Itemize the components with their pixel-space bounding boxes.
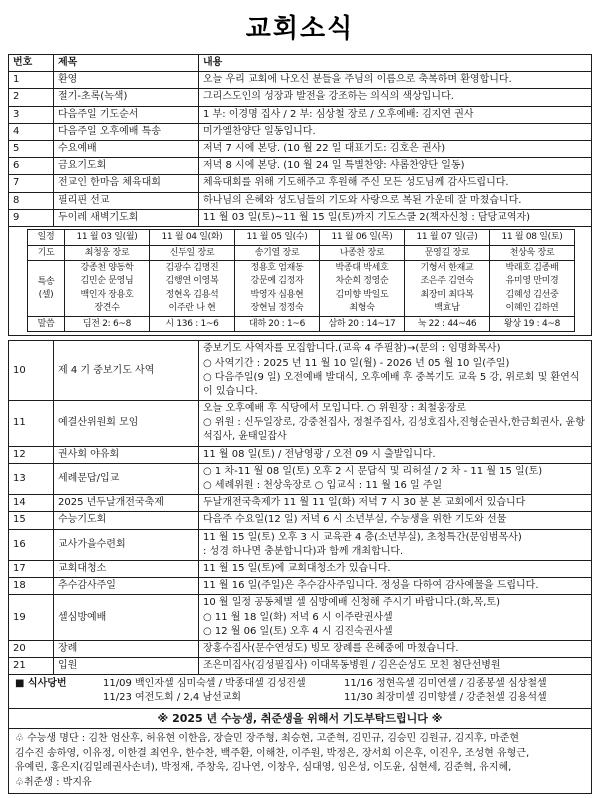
content-line: 오늘 오후예배 후 식당에서 모입니다. ○ 위원장 : 최철웅장로 <box>203 403 466 415</box>
notice-content <box>199 578 592 595</box>
notice-title: 필리핀 선교 <box>54 192 199 209</box>
notice-row <box>9 495 592 512</box>
schedule-row-label-line: 특송 <box>37 276 55 287</box>
schedule-row <box>28 316 575 332</box>
schedule-special-song <box>150 261 235 316</box>
content-line: 10 월 일정 공동체별 셀 심방예배 신청해 주시기 바랍니다.(화,목,토) <box>203 597 500 609</box>
notice-content <box>199 658 592 675</box>
notice-number: 6 <box>9 158 54 175</box>
notice-content <box>199 209 592 226</box>
notice-number: 3 <box>9 106 54 123</box>
notice-title: 예결산위원회 모임 <box>54 401 199 447</box>
notice-row <box>9 658 592 675</box>
notice-row <box>9 140 592 157</box>
content-line: 저녁 7 시에 본당. (10 월 22 일 대표기도: 김호은 권사) <box>203 142 446 154</box>
notice-content <box>199 463 592 494</box>
schedule-prayer-leader: 나종찬 장로 <box>320 245 405 261</box>
prayer-banner: ※ 2025 년 수능생, 취준생을 위해서 기도부탁드립니다 ※ <box>9 708 592 729</box>
schedule-special-song <box>405 261 490 316</box>
notice-title: 셀심방예배 <box>54 595 199 641</box>
meal-duty-label: ■ 식사당번 <box>15 678 67 690</box>
schedule-prayer-leader: 문영길 장로 <box>405 245 490 261</box>
song-line: 기형서 한재교 <box>420 263 474 274</box>
notice-number: 12 <box>9 446 54 463</box>
song-line: 김광수 김명진 <box>165 263 219 274</box>
notice-title: 전교인 한마음 체육대회 <box>54 175 199 192</box>
content-line: 하나님의 은혜와 성도님들의 기도와 사랑으로 복된 가운데 잘 마쳤습니다. <box>203 194 522 206</box>
schedule-date: 11 월 08 일(토) <box>490 229 575 245</box>
notice-content <box>199 595 592 641</box>
notice-title: 입원 <box>54 658 199 675</box>
schedule-container-cell <box>9 226 592 335</box>
notice-number: 20 <box>9 640 54 657</box>
notice-title: 다음주일 기도순서 <box>54 106 199 123</box>
meal-duty-cell <box>9 675 592 708</box>
song-line: 김행연 이영복 <box>165 276 219 287</box>
schedule-date: 11 월 07 일(금) <box>405 229 490 245</box>
notice-row <box>9 595 592 641</box>
notice-title: 제 4 기 중보기도 사역 <box>54 341 199 401</box>
notice-content <box>199 560 592 577</box>
notice-number: 19 <box>9 595 54 641</box>
notice-content <box>199 512 592 529</box>
announcements-header-row <box>9 55 592 72</box>
content-line: ○ 위원 : 신두일장로, 강중천집사, 정철주집사, 김성호집사,진형순권사,한금회권사, 윤항석집사, 윤태일잡사 <box>203 417 585 443</box>
content-line: 중보기도 사역자를 모집합니다.(교육 4 주필참)→(문의 : 임명화목사) <box>203 343 501 355</box>
notice-title: 수요예배 <box>54 140 199 157</box>
content-line: ○ 1 차-11 월 08 일(토) 오후 2 시 문답식 및 리허설 / 2 차 - 11 월 15 일(토) <box>203 465 543 477</box>
content-line: 11 월 08 일(토) / 전남영광 / 오전 09 시 출발입니다. <box>203 448 436 460</box>
notice-row <box>9 72 592 89</box>
notice-number: 11 <box>9 401 54 447</box>
notice-title: 절기-초록(녹색) <box>54 89 199 106</box>
notice-number: 14 <box>9 495 54 512</box>
meal-duty-1116: 11/16 정현옥셀 김미연셀 / 김종봉셀 심상철셀 <box>344 678 547 690</box>
notice-row <box>9 175 592 192</box>
notice-row <box>9 578 592 595</box>
notices-table <box>8 340 592 794</box>
notice-row <box>9 512 592 529</box>
song-line: 김혜성 김선중 <box>505 289 559 300</box>
content-line: 11 월 03 일(토)~11 월 15 일(토)까지 기도스쿨 2(책자신청 : 담당교역자) <box>203 211 531 223</box>
schedule-row-label-line: (셀) <box>38 289 54 300</box>
exam-list-row <box>9 729 592 794</box>
content-line: 두날개전국축제가 11 월 11 일(화) 저녁 7 시 30 분 본 교회에서 있습니다 <box>203 497 526 509</box>
song-line: 박영자 심용현 <box>250 289 304 300</box>
schedule-date: 11 월 06 일(목) <box>320 229 405 245</box>
announcements-table <box>8 54 592 336</box>
song-line: 조은주 김연숙 <box>420 276 474 287</box>
song-line: 최형숙 <box>349 302 375 313</box>
song-line: 박래호 김종배 <box>505 263 559 274</box>
col-header-content: 내용 <box>199 55 592 72</box>
content-line: 다음주 수요일(12 일) 저녁 6 시 소년부실, 수능생을 위한 기도와 선물 <box>203 514 507 526</box>
content-line: 11 월 16 일(주일)은 추수감사주입니다. 정성을 다하여 감사예물을 드립니다. <box>203 580 539 592</box>
content-line: 11 월 15 일(토) 오후 3 시 교육관 4 층(소년부실), 초청특간(문임범목사) <box>203 531 522 543</box>
content-line: 조은미집사(김성필집사) 이대목동병원 / 김은순성도 모친 첨단선병원 <box>203 660 501 672</box>
notice-row <box>9 209 592 226</box>
schedule-scripture: 대하 20 : 1~6 <box>235 316 320 332</box>
notice-content <box>199 640 592 657</box>
schedule-prayer-leader: 송기열 장로 <box>235 245 320 261</box>
notice-content <box>199 140 592 157</box>
notice-number: 17 <box>9 560 54 577</box>
content-line: ○ 다음주일(9 일) 오전예배 발대식, 오후예배 후 중복기도 교육 5 강, 위로회 및 환연식이 있습니다. <box>203 371 580 397</box>
schedule-row <box>28 245 575 261</box>
notice-content <box>199 158 592 175</box>
content-line: 저녁 8 시에 본당. (10 월 24 일 특별찬양: 샤롬찬양단 일동) <box>203 160 465 172</box>
song-line: 김민순 문영님 <box>80 276 134 287</box>
meal-duty-lines <box>103 677 585 705</box>
content-line: 그리스도인의 성장과 발전을 강조하는 의식의 색상입니다. <box>203 91 454 103</box>
notice-row <box>9 529 592 560</box>
exam-list-line: ♧취준생 : 박지유 <box>15 776 92 788</box>
notice-number: 21 <box>9 658 54 675</box>
col-header-title: 제목 <box>54 55 199 72</box>
daily-prayer-schedule-table <box>27 229 575 332</box>
notice-title: 세례문답/입교 <box>54 463 199 494</box>
meal-duty-1130: 11/30 최장미셀 김미향셀 / 강준천셀 김용석셀 <box>344 692 547 704</box>
notice-number: 4 <box>9 123 54 140</box>
song-line: 김미향 박일도 <box>335 289 389 300</box>
content-line: : 성경 하나면 충분합니다)과 함께 개최합니다. <box>203 545 404 557</box>
notice-number: 15 <box>9 512 54 529</box>
schedule-special-song <box>65 261 150 316</box>
notice-title: 2025 년두날개전국축제 <box>54 495 199 512</box>
notice-title: 교회대청소 <box>54 560 199 577</box>
notice-content <box>199 72 592 89</box>
meal-duty-row <box>9 675 592 708</box>
notice-title: 다음주일 오후예배 특송 <box>54 123 199 140</box>
schedule-date: 11 월 05 일(수) <box>235 229 320 245</box>
notice-row <box>9 158 592 175</box>
notice-title: 권사회 야유회 <box>54 446 199 463</box>
notice-number: 9 <box>9 209 54 226</box>
schedule-scripture: 삼하 20 : 14~17 <box>320 316 405 332</box>
content-line: ○ 11 월 18 일(화) 저녁 6 시 이주란권사셀 <box>203 611 393 623</box>
song-line: 장현님 정정숙 <box>250 302 304 313</box>
song-line: 정용호 엄재동 <box>250 263 304 274</box>
notice-number: 10 <box>9 341 54 401</box>
notice-row <box>9 341 592 401</box>
song-line: 장견수 <box>94 302 120 313</box>
schedule-special-song <box>320 261 405 316</box>
page-title: 교회소식 <box>245 14 355 44</box>
notice-content <box>199 192 592 209</box>
content-line: 11 월 15 일(토)에 교회대청소가 있습니다. <box>203 562 391 574</box>
song-line: 강문예 김정자 <box>250 276 304 287</box>
notice-number: 16 <box>9 529 54 560</box>
content-line: 1 부: 이경명 집사 / 2 부: 심상철 장로 / 오후예배: 김지연 권사 <box>203 108 474 120</box>
col-header-number: 번호 <box>9 55 54 72</box>
song-line: 이혜인 김하연 <box>505 302 559 313</box>
exam-list-line: ♧ 수능생 명단 : 김찬 엄산후, 허유현 이한음, 장슬민 장주형, 최승현, 고준혁, 김민규, 김승민 김원규, 김지후, 마준현 <box>15 733 520 745</box>
notice-row <box>9 106 592 123</box>
song-line: 정현옥 김용석 <box>165 289 219 300</box>
notice-title: 장례 <box>54 640 199 657</box>
notice-content <box>199 529 592 560</box>
exam-list-line: 유예린, 홍은지(김일레권사손녀), 박정재, 주창욱, 김나연, 이창우, 심대영, 임은성, 이도윤, 심현세, 김준혁, 유지혜, <box>15 762 512 774</box>
notice-content <box>199 106 592 123</box>
song-line: 이주란 나 현 <box>168 302 216 313</box>
schedule-date: 11 월 04 일(화) <box>150 229 235 245</box>
schedule-row <box>28 261 575 316</box>
song-line: 백효남 <box>434 302 460 313</box>
song-line: 차순희 정영순 <box>335 276 389 287</box>
notice-number: 13 <box>9 463 54 494</box>
song-line: 박종대 박세호 <box>335 263 389 274</box>
notice-row <box>9 123 592 140</box>
notice-number: 8 <box>9 192 54 209</box>
schedule-date: 11 월 03 일(월) <box>65 229 150 245</box>
content-line: 오늘 우리 교회에 나오신 분들을 주님의 이름으로 축복하며 환영합니다. <box>203 74 512 86</box>
content-line: ○ 12 월 06 일(토) 오후 4 시 김진숙권사셀 <box>203 625 393 637</box>
schedule-row <box>28 229 575 245</box>
schedule-label-special-song <box>28 261 65 316</box>
schedule-label-scripture: 말씀 <box>28 316 65 332</box>
notice-number: 5 <box>9 140 54 157</box>
notice-title: 교사가을수련회 <box>54 529 199 560</box>
notice-number: 2 <box>9 89 54 106</box>
schedule-scripture: 시 136 : 1~6 <box>150 316 235 332</box>
notice-content <box>199 175 592 192</box>
notice-content <box>199 341 592 401</box>
exam-list-line: 김수진 송하영, 이유정, 이한결 최연우, 한수찬, 백주환, 이해찬, 이주원, 박정은, 장서희 이은후, 이진우, 조성현 유형근, <box>15 747 530 759</box>
notice-row <box>9 401 592 447</box>
notice-number: 1 <box>9 72 54 89</box>
meal-duty-1123: 11/23 여전도회 / 2,4 남선교회 <box>103 692 242 704</box>
content-line: ○ 사역기간 : 2025 년 11 월 10 일(월) - 2026 년 05 월 10 일(주일) <box>203 357 510 369</box>
notice-row <box>9 446 592 463</box>
schedule-special-song <box>235 261 320 316</box>
notice-number: 18 <box>9 578 54 595</box>
schedule-container-row <box>9 226 592 335</box>
notice-row <box>9 640 592 657</box>
notice-row <box>9 560 592 577</box>
prayer-banner-row <box>9 708 592 729</box>
content-line: ○ 세례위원 : 천상욱장로 ○ 입교식 : 11 월 16 일 주일 <box>203 480 443 492</box>
notice-content <box>199 401 592 447</box>
notice-content <box>199 495 592 512</box>
schedule-label-date: 일정 <box>28 229 65 245</box>
notice-title: 두이레 새벽기도회 <box>54 209 199 226</box>
schedule-special-song <box>490 261 575 316</box>
schedule-scripture: 딤전 2: 6~8 <box>65 316 150 332</box>
notice-row <box>9 89 592 106</box>
schedule-scripture: 왕상 19 : 4~8 <box>490 316 575 332</box>
schedule-prayer-leader: 최청웅 장로 <box>65 245 150 261</box>
song-line: 강종천 양동학 <box>80 263 134 274</box>
notice-content <box>199 123 592 140</box>
notice-number: 7 <box>9 175 54 192</box>
schedule-scripture: 눅 22 : 44~46 <box>405 316 490 332</box>
content-line: 장홍수집사(문수연성도) 빙모 장례를 은혜중에 마쳤습니다. <box>203 642 459 654</box>
notice-content <box>199 446 592 463</box>
notice-content <box>199 89 592 106</box>
schedule-prayer-leader: 신두일 장로 <box>150 245 235 261</box>
notice-row <box>9 463 592 494</box>
song-line: 백인자 장용호 <box>80 289 134 300</box>
notice-title: 환영 <box>54 72 199 89</box>
schedule-prayer-leader: 천상욱 장로 <box>490 245 575 261</box>
song-line: 최장미 최다복 <box>420 289 474 300</box>
notice-title: 추수감사주일 <box>54 578 199 595</box>
meal-duty-1109: 11/09 백인자셀 심미숙셀 / 박종대셀 김성진셀 <box>103 678 306 690</box>
notice-title: 수능기도회 <box>54 512 199 529</box>
content-line: 체육대회를 위해 기도해주고 후원해 주신 모든 성도님께 감사드립니다. <box>203 177 509 189</box>
schedule-label-prayer: 기도 <box>28 245 65 261</box>
notice-title: 금요기도회 <box>54 158 199 175</box>
exam-candidates-list <box>9 729 592 794</box>
notice-row <box>9 192 592 209</box>
song-line: 유미영 만미경 <box>505 276 559 287</box>
content-line: 미가엘찬양단 일동입니다. <box>203 125 316 137</box>
